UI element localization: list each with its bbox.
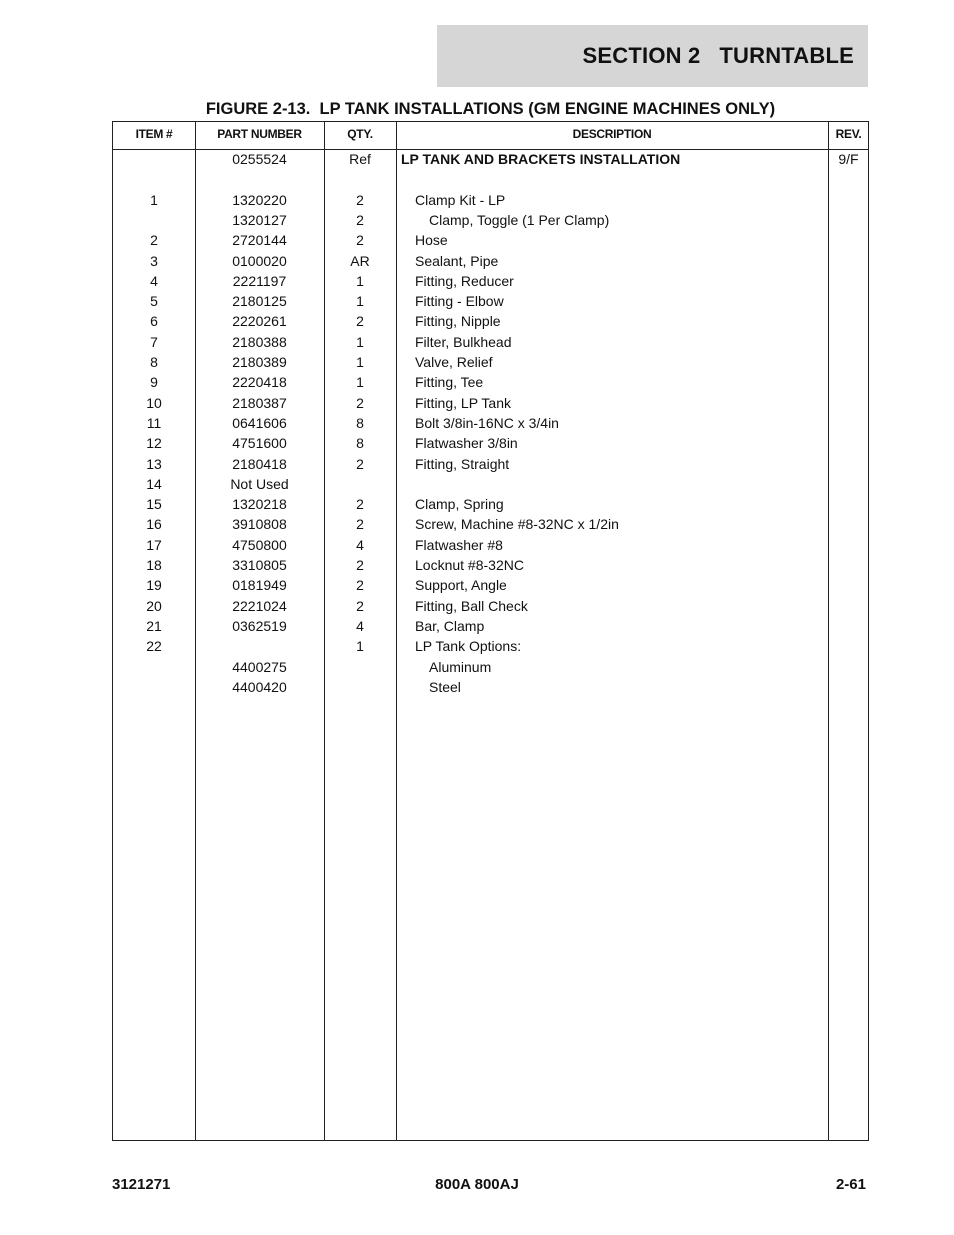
quantity: 4 (356, 617, 364, 634)
item-number: 20 (146, 597, 162, 614)
item-number: 2 (150, 232, 158, 249)
item-number: 3 (150, 252, 158, 269)
part-number: 2720144 (232, 232, 287, 249)
quantity: Ref (349, 151, 371, 167)
table-row (113, 575, 868, 595)
table-row (113, 190, 868, 210)
quantity: 1 (356, 293, 364, 310)
part-number: 2180387 (232, 394, 287, 411)
part-number: 2220418 (232, 374, 287, 391)
part-number: 2180389 (232, 354, 287, 370)
part-number: 4400420 (232, 678, 287, 695)
section-banner (437, 25, 868, 87)
description: LP TANK AND BRACKETS INSTALLATION (401, 151, 681, 167)
table-row (113, 393, 868, 413)
table-row (113, 169, 868, 189)
part-number: Not Used (230, 475, 289, 492)
item-number: 5 (150, 293, 158, 310)
description: LP Tank Options: (415, 638, 522, 655)
quantity: 1 (356, 272, 364, 289)
column-header-part-number: PART NUMBER (217, 127, 302, 141)
quantity: 1 (356, 638, 364, 655)
table-row (113, 535, 868, 555)
column-header-qty: QTY. (347, 127, 373, 141)
quantity: 1 (356, 374, 364, 391)
description: Fitting, Nipple (415, 313, 501, 330)
part-number: 1320218 (232, 496, 287, 513)
column-header-description: DESCRIPTION (572, 127, 652, 141)
description: Fitting, Ball Check (415, 597, 528, 614)
item-number: 6 (150, 313, 158, 330)
figure-title: FIGURE 2-13. LP TANK INSTALLATIONS (GM ENGINE MACHINES ONLY) (205, 100, 776, 118)
part-number: 0362519 (232, 617, 287, 634)
model-name: 800A 800AJ (435, 1176, 519, 1193)
quantity: 8 (356, 435, 364, 452)
table-row (113, 454, 868, 474)
description: Fitting, Straight (415, 455, 510, 472)
description: Bar, Clamp (415, 617, 485, 634)
table-row (113, 332, 868, 352)
quantity: 2 (356, 516, 364, 533)
table-row (113, 149, 868, 169)
part-number: 4751600 (232, 435, 287, 452)
item-number: 9 (150, 374, 158, 391)
description: Screw, Machine #8-32NC x 1/2in (415, 516, 619, 533)
table-row (113, 555, 868, 575)
description: Clamp Kit - LP (415, 191, 506, 208)
table-row (113, 616, 868, 636)
quantity: 2 (356, 394, 364, 411)
quantity: 2 (356, 557, 364, 573)
description: Steel (429, 678, 461, 695)
part-number: 2180388 (232, 333, 287, 350)
item-number: 12 (146, 435, 162, 452)
table-row (113, 514, 868, 534)
description: Valve, Relief (415, 354, 493, 370)
description: Filter, Bulkhead (415, 333, 512, 350)
table-row (113, 433, 868, 453)
quantity: 2 (356, 211, 364, 228)
description: Locknut #8-32NC (415, 557, 524, 573)
part-number: 4750800 (232, 536, 287, 553)
revision: 9/F (838, 151, 859, 167)
part-number: 0255524 (232, 151, 287, 167)
part-number: 2221197 (232, 272, 287, 289)
quantity: 2 (356, 597, 364, 614)
item-number: 7 (150, 333, 158, 350)
item-number: 13 (146, 455, 162, 472)
table-row (113, 230, 868, 250)
quantity: 2 (356, 313, 364, 330)
part-number: 1320220 (232, 191, 287, 208)
description: Clamp, Toggle (1 Per Clamp) (429, 211, 610, 228)
description: Sealant, Pipe (415, 252, 499, 269)
quantity: AR (350, 252, 370, 269)
item-number: 22 (146, 638, 162, 655)
item-number: 19 (146, 577, 162, 594)
part-number: 0181949 (232, 577, 287, 594)
item-number: 10 (146, 394, 162, 411)
quantity: 2 (356, 455, 364, 472)
part-number: 2221024 (232, 597, 287, 614)
table-row (113, 372, 868, 392)
quantity: 1 (356, 333, 364, 350)
description: Fitting, Reducer (415, 272, 514, 289)
table-row (113, 677, 868, 697)
item-number: 11 (146, 414, 162, 431)
item-number: 18 (146, 557, 162, 573)
description: Flatwasher 3/8in (415, 435, 518, 452)
description: Aluminum (429, 658, 492, 675)
quantity: 2 (356, 496, 364, 513)
part-number: 2180125 (232, 293, 287, 310)
part-number: 1320127 (232, 211, 287, 228)
item-number: 14 (146, 475, 162, 492)
part-number: 0641606 (232, 414, 287, 431)
table-row (113, 291, 868, 311)
quantity: 8 (356, 414, 364, 431)
part-number: 3910808 (232, 516, 287, 533)
item-number: 4 (150, 272, 158, 289)
column-header-item: ITEM # (135, 127, 173, 141)
description: Fitting, Tee (415, 374, 484, 391)
section-title: SECTION 2 TURNTABLE (582, 43, 854, 68)
table-row (113, 596, 868, 616)
column-header-rev: REV. (835, 127, 862, 141)
part-number: 2180418 (232, 455, 287, 472)
quantity: 1 (356, 354, 364, 370)
table-row (113, 657, 868, 677)
table-row (113, 636, 868, 656)
description: Flatwasher #8 (415, 536, 503, 553)
description: Hose (415, 232, 448, 249)
part-number: 0100020 (232, 252, 287, 269)
table-row (113, 352, 868, 372)
description: Clamp, Spring (415, 496, 504, 513)
part-number: 3310805 (232, 557, 287, 573)
quantity: 2 (356, 232, 364, 249)
quantity: 2 (356, 577, 364, 594)
item-number: 15 (146, 496, 162, 513)
description: Fitting, LP Tank (415, 394, 511, 411)
quantity: 2 (356, 191, 364, 208)
parts-table (112, 121, 869, 1141)
part-number: 2220261 (232, 313, 287, 330)
item-number: 21 (146, 617, 162, 634)
table-row (113, 271, 868, 291)
table-row (113, 311, 868, 331)
table-row (113, 210, 868, 230)
table-row (113, 494, 868, 514)
item-number: 8 (150, 354, 158, 370)
description: Support, Angle (415, 577, 507, 594)
description: Fitting - Elbow (415, 293, 504, 310)
quantity: 4 (356, 536, 364, 553)
item-number: 1 (150, 191, 158, 208)
item-number: 17 (146, 536, 162, 553)
description: Bolt 3/8in-16NC x 3/4in (415, 414, 559, 431)
page-number: 2-61 (835, 1176, 866, 1193)
table-row (113, 251, 868, 271)
doc-number: 3121271 (112, 1176, 171, 1193)
table-row (113, 474, 868, 494)
item-number: 16 (146, 516, 162, 533)
table-row (113, 413, 868, 433)
part-number: 4400275 (232, 658, 287, 675)
